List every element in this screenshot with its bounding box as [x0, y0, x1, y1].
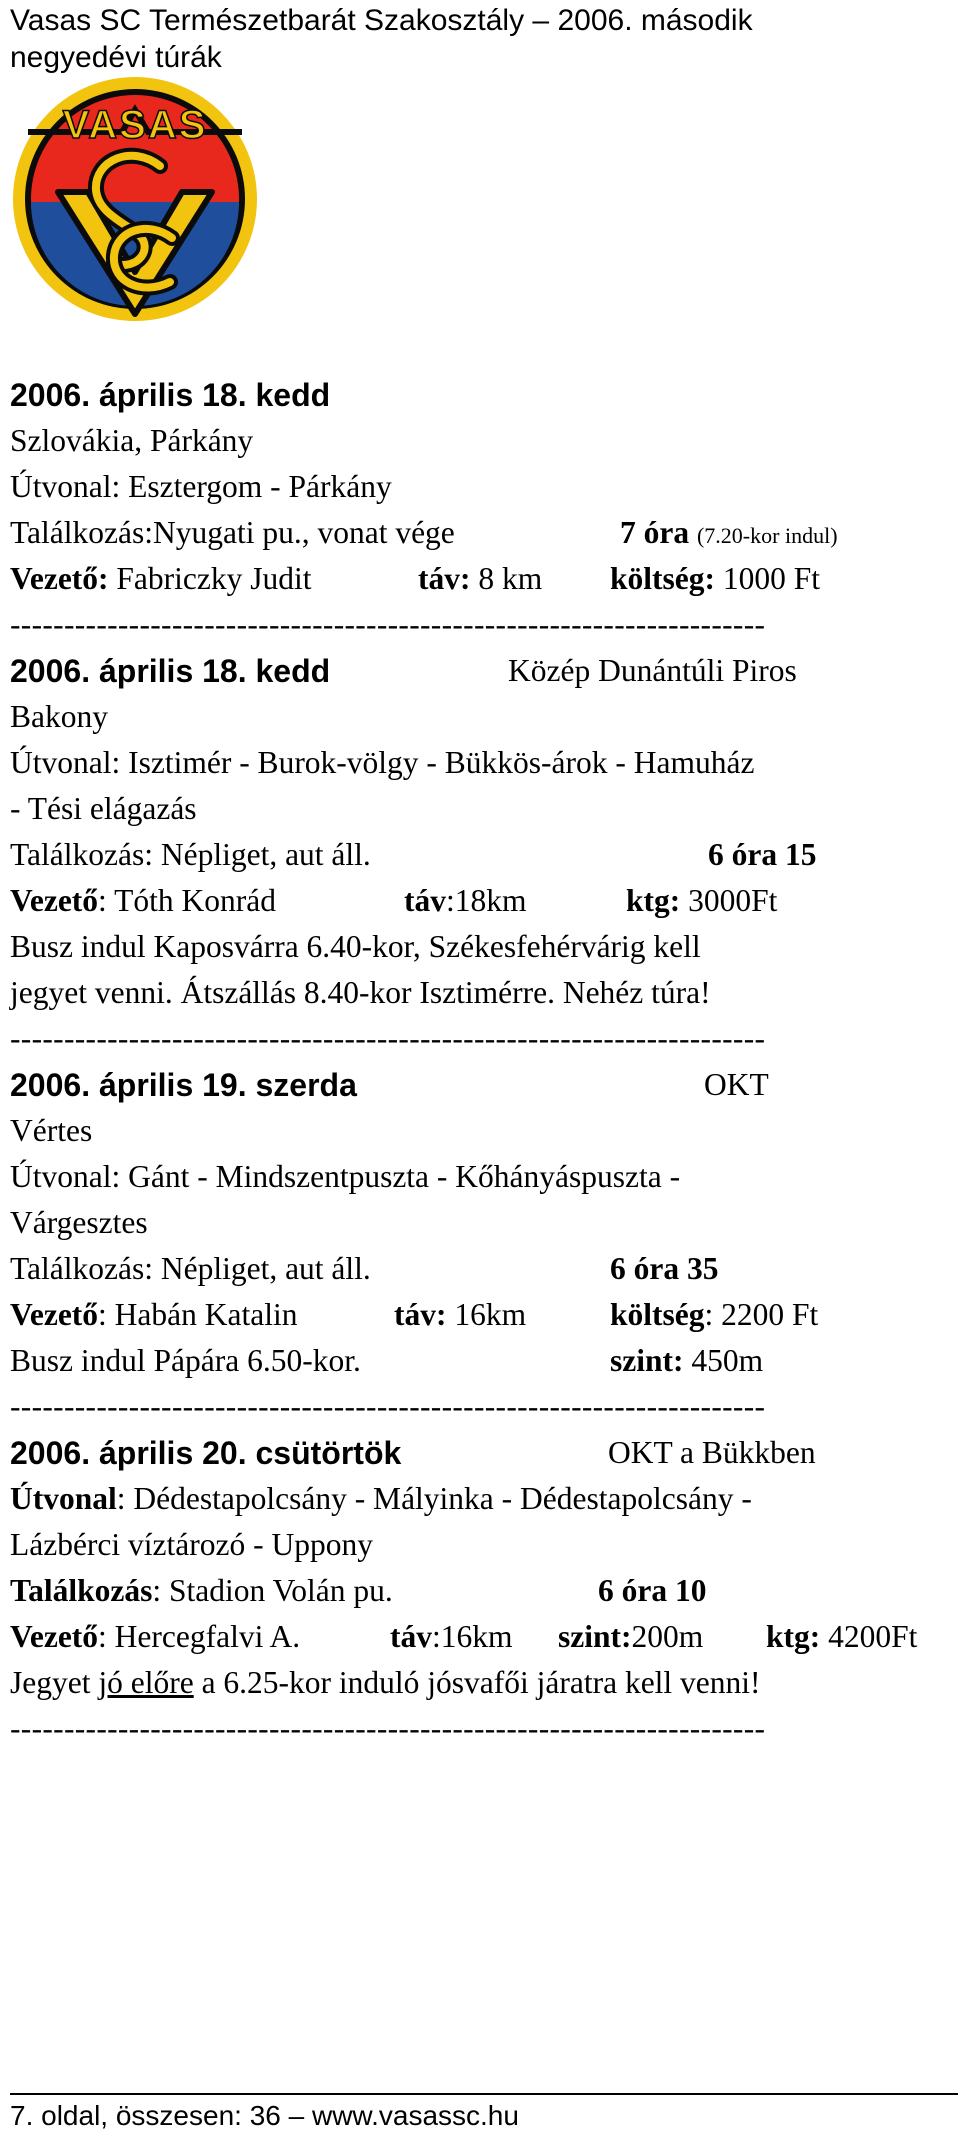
tour-4-route-cont: Lázbérci víztározó - Uppony	[10, 1527, 373, 1562]
header-title-line-1: Vasas SC Természetbarát Szakosztály – 2006. második	[10, 4, 753, 37]
start-time: 6 óra 35	[610, 1251, 719, 1286]
separator-4: ----------------------------------------------------------------------	[10, 1711, 766, 1746]
leader-label: Vezető	[10, 883, 99, 918]
leader-label: Vezető	[10, 1619, 99, 1654]
tour-4-heading	[10, 1430, 950, 1476]
leader-label: Vezető:	[10, 561, 109, 596]
tour-2-cost	[626, 878, 777, 924]
tour-3-meeting	[10, 1246, 950, 1292]
separator-3: ----------------------------------------------------------------------	[10, 1389, 766, 1424]
tour-1-meeting	[10, 510, 950, 556]
cost-label: költség:	[610, 561, 715, 596]
distance-label: táv:	[418, 561, 471, 596]
tour-1-route	[10, 464, 950, 510]
level-label: szint:	[610, 1343, 684, 1378]
page-header	[10, 2, 910, 76]
tour-3-heading	[10, 1062, 950, 1108]
distance-value: :16km	[432, 1619, 513, 1654]
tour-1-cost	[610, 556, 820, 602]
route-text: : Dédestapolcsány - Mályinka - Dédestapolcsány -	[116, 1481, 752, 1516]
start-note: (7.20-kor indul)	[696, 523, 838, 548]
route-label: Útvonal	[10, 745, 112, 780]
tour-2-date: 2006. április 18. kedd	[10, 653, 331, 689]
tour-4-date: 2006. április 20. csütörtök	[10, 1435, 402, 1471]
tour-1-distance	[418, 556, 542, 602]
route-label: Útvonal	[10, 469, 112, 504]
header-title-line-2: negyedévi túrák	[10, 41, 222, 74]
tour-4-cost	[766, 1614, 917, 1660]
tour-4-distance	[390, 1614, 513, 1660]
separator-1: ----------------------------------------------------------------------	[10, 607, 766, 642]
cost-label: ktg:	[626, 883, 681, 918]
meeting-text: : Népliget, aut áll.	[144, 837, 371, 872]
tour-2-distance	[404, 878, 527, 924]
route-text: : Esztergom - Párkány	[111, 469, 392, 504]
tour-1-region: Szlovákia, Párkány	[10, 423, 254, 458]
tour-2-leader	[10, 878, 950, 924]
route-text: : Gánt - Mindszentpuszta - Kőhányáspuszta -	[111, 1159, 681, 1194]
route-text: : Isztimér - Burok-völgy - Bükkös-árok - Hamuház	[111, 745, 755, 780]
tour-3-note	[10, 1338, 950, 1384]
tour-4-badge: OKT a Bükkben	[608, 1435, 816, 1470]
level-label: szint:	[558, 1619, 632, 1654]
tour-3-cost	[610, 1292, 818, 1338]
tour-4-meeting	[10, 1568, 950, 1614]
start-time: 6 óra 10	[598, 1573, 707, 1608]
tour-2-route	[10, 740, 950, 786]
leader-name: : Tóth Konrád	[98, 883, 276, 918]
route-label: Útvonal	[10, 1159, 112, 1194]
tour-2-route-cont: - Tési elágazás	[10, 791, 197, 826]
tour-3-badge: OKT	[704, 1067, 769, 1102]
meeting-text: : Népliget, aut áll.	[144, 1251, 371, 1286]
tour-1-leader	[10, 556, 950, 602]
tour-2-badge: Közép Dunántúli Piros	[508, 653, 797, 688]
tour-2-note-2: jegyet venni. Átszállás 8.40-kor Isztimérre. Nehéz túra!	[10, 975, 711, 1010]
route-label: Útvonal	[10, 1481, 117, 1516]
distance-label: táv	[390, 1619, 432, 1654]
vasas-logo	[10, 74, 260, 324]
cost-value: : 2200 Ft	[704, 1297, 819, 1332]
note-text: Busz indul Pápára 6.50-kor.	[10, 1343, 361, 1378]
tour-1-date: 2006. április 18. kedd	[10, 377, 331, 413]
tour-4-leader	[10, 1614, 950, 1660]
cost-label: költség	[610, 1297, 705, 1332]
meeting-label: Találkozás	[10, 515, 145, 550]
meeting-label: Találkozás	[10, 837, 145, 872]
tour-3-date: 2006. április 19. szerda	[10, 1067, 357, 1103]
note-text-a: Jegyet	[10, 1665, 99, 1700]
tour-list	[10, 372, 950, 1752]
cost-value: 3000Ft	[680, 883, 778, 918]
footer-rule	[10, 2093, 958, 2095]
tour-2-region: Bakony	[10, 699, 108, 734]
start-time: 6 óra 15	[708, 837, 817, 872]
cost-label: ktg:	[766, 1619, 821, 1654]
tour-2-heading	[10, 648, 950, 694]
tour-1-time	[620, 510, 838, 559]
tour-4-level	[558, 1614, 703, 1660]
leader-name: : Hercegfalvi A.	[98, 1619, 301, 1654]
start-time: 7 óra	[620, 515, 690, 550]
leader-label: Vezető	[10, 1297, 99, 1332]
tour-2-meeting	[10, 832, 950, 878]
cost-value: 4200Ft	[820, 1619, 918, 1654]
page-footer: 7. oldal, összesen: 36 – www.vasassc.hu	[10, 2100, 519, 2131]
tour-3-route-cont: Várgesztes	[10, 1205, 148, 1240]
logo-lettering: VASAS	[62, 103, 208, 147]
separator-2: ----------------------------------------------------------------------	[10, 1021, 766, 1056]
distance-value: 8 km	[470, 561, 543, 596]
level-value: 200m	[631, 1619, 704, 1654]
distance-label: táv	[404, 883, 446, 918]
tour-4-note	[10, 1660, 950, 1706]
tour-3-distance	[394, 1292, 526, 1338]
note-text-underlined: jó előre	[98, 1665, 194, 1700]
cost-value: 1000 Ft	[715, 561, 821, 596]
tour-2-note-1: Busz indul Kaposvárra 6.40-kor, Székesfehérvárig kell	[10, 929, 701, 964]
meeting-label: Találkozás	[10, 1573, 153, 1608]
meeting-label: Találkozás	[10, 1251, 145, 1286]
meeting-text: :Nyugati pu., vonat vége	[144, 515, 455, 550]
tour-3-route	[10, 1154, 950, 1200]
tour-3-region: Vértes	[10, 1113, 93, 1148]
leader-name: Fabriczky Judit	[108, 561, 312, 596]
tour-4-route	[10, 1476, 950, 1522]
meeting-text: : Stadion Volán pu.	[152, 1573, 393, 1608]
tour-3-level	[610, 1338, 763, 1384]
distance-value: :18km	[446, 883, 527, 918]
tour-3-leader	[10, 1292, 950, 1338]
distance-label: táv:	[394, 1297, 447, 1332]
leader-name: : Habán Katalin	[98, 1297, 298, 1332]
level-value: 450m	[683, 1343, 764, 1378]
distance-value: 16km	[446, 1297, 527, 1332]
note-text-b: a 6.25-kor induló jósvafői járatra kell venni!	[193, 1665, 761, 1700]
